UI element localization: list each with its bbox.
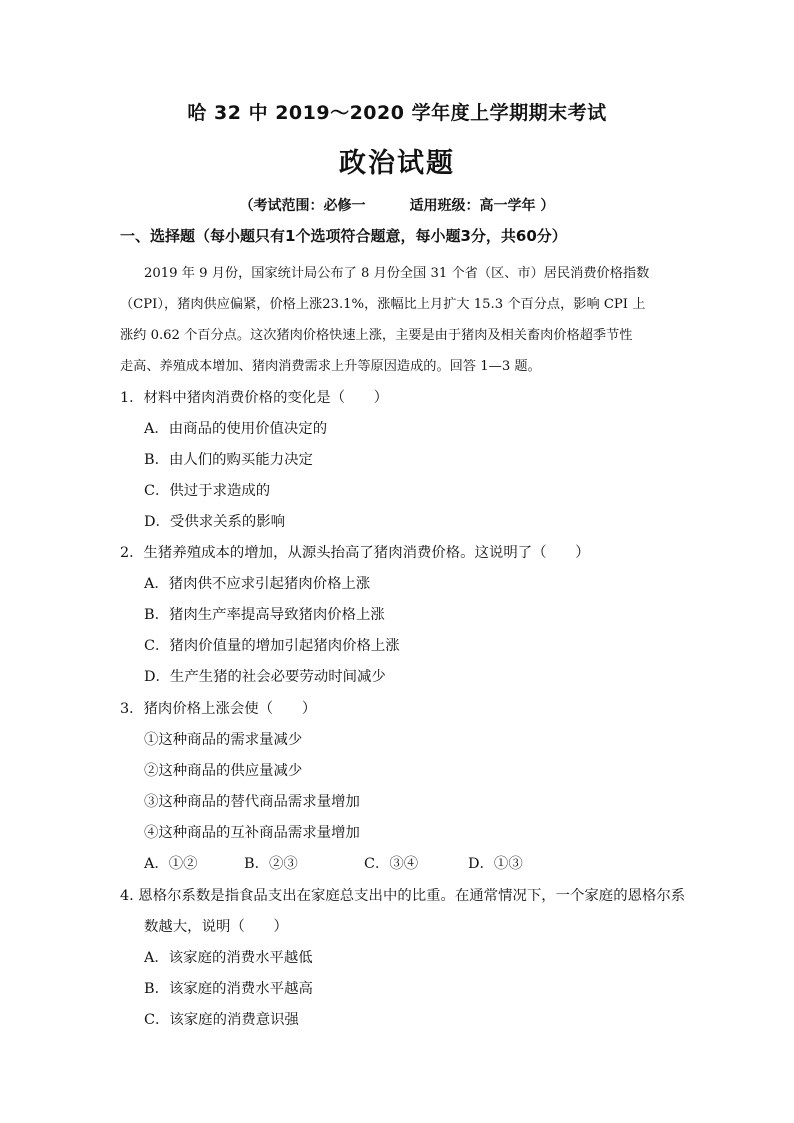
question-3-option-c: C．③④ (364, 856, 419, 872)
question-3-statement-3: ③这种商品的替代商品需求量增加 (144, 794, 360, 810)
exam-scope (0, 195, 794, 215)
exam-scope-range: （考试范围：必修一 (239, 198, 366, 214)
question-3-option-b: B．②③ (244, 856, 298, 872)
exam-scope-class: 适用班级：高一学年 ） (409, 198, 555, 214)
question-4-option-c: C．该家庭的消费意识强 (144, 1012, 299, 1028)
exam-title: 哈 32 中 2019～2020 学年度上学期期末考试 (187, 102, 607, 124)
question-3-option-d: D．①③ (468, 856, 523, 872)
material-line: （CPI），猪肉供应偏紧，价格上涨23.1%，涨幅比上月扩大 15.3 个百分点，影响 CPI 上 (120, 297, 646, 312)
question-2-option-d: D．生产生猪的社会必要劳动时间减少 (144, 669, 386, 685)
question-4-stem-line-2: 数越大，说明（ ） (144, 919, 288, 935)
question-2-option-c: C．猪肉价值量的增加引起猪肉价格上涨 (144, 638, 400, 654)
question-4-option-b: B．该家庭的消费水平越高 (144, 981, 313, 997)
question-2-stem: 2．生猪养殖成本的增加，从源头抬高了猪肉消费价格。这说明了（ ） (120, 545, 590, 561)
question-4-stem-line-1: 4. 恩格尔系数是指食品支出在家庭总支出中的比重。在通常情况下，一个家庭的恩格尔系 (120, 888, 686, 904)
question-1-option-c: C．供过于求造成的 (144, 483, 271, 499)
question-4-option-a: A．该家庭的消费水平越低 (144, 950, 313, 966)
question-3-options (144, 852, 523, 873)
question-3-stem: 3．猪肉价格上涨会使（ ） (120, 701, 317, 717)
material-line: 走高、养殖成本增加、猪肉消费需求上升等原因造成的。回答 1—3 题。 (120, 359, 541, 374)
question-1-option-b: B．由人们的购买能力决定 (144, 452, 313, 468)
question-1-stem: 1．材料中猪肉消费价格的变化是（ ） (120, 390, 389, 406)
question-3-statement-2: ②这种商品的供应量减少 (144, 763, 303, 779)
question-3-option-a: A．①② (144, 856, 198, 872)
question-1-option-a: A．由商品的使用价值决定的 (144, 421, 328, 437)
material-line: 涨约 0.62 个百分点。这次猪肉价格快速上涨，主要是由于猪肉及相关畜肉价格超季节性 (120, 328, 633, 343)
question-3-statement-1: ①这种商品的需求量减少 (144, 732, 303, 748)
question-3-statement-4: ④这种商品的互补商品需求量增加 (144, 825, 360, 841)
question-1-option-d: D．受供求关系的影响 (144, 514, 286, 530)
question-2-option-a: A．猪肉供不应求引起猪肉价格上涨 (144, 576, 371, 592)
question-2-option-b: B．猪肉生产率提高导致猪肉价格上涨 (144, 607, 385, 623)
section-heading: 一、选择题（每小题只有1个选项符合题意，每小题3分，共60分） (120, 227, 567, 245)
material-line: 2019 年 9 月份，国家统计局公布了 8 月份全国 31 个省（区、市）居民消费价格指数 (144, 266, 650, 281)
exam-subject-title: 政治试题 (339, 148, 455, 179)
